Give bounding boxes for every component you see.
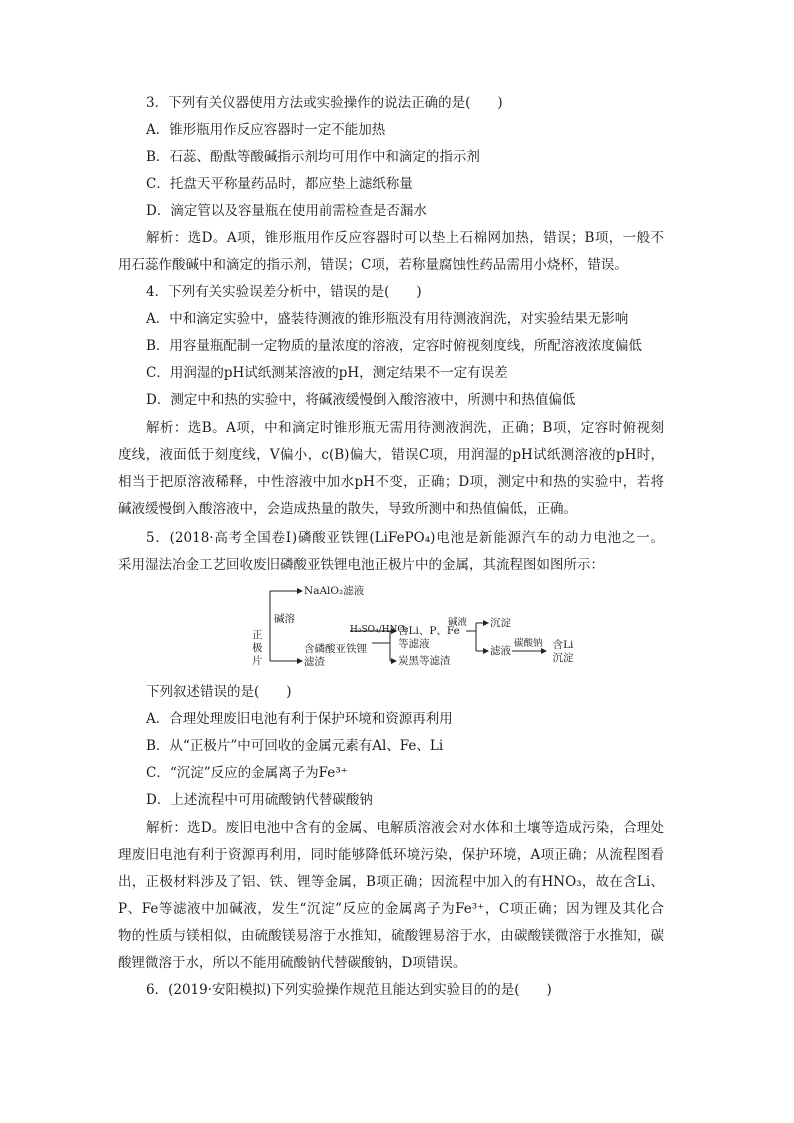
q5-option-c: C．“沉淀”反应的金属离子为Fe³⁺	[146, 765, 348, 781]
q5-analysis-line: 理废旧电池有利于资源再利用，同时能够降低环境污染，保护环境，A项正确；从流程图看	[118, 847, 664, 863]
q4-analysis-line: 相当于把原溶液稀释，中性溶液中加水pH不变，正确；D项，测定中和热的实验中，若将	[118, 474, 664, 490]
q4-option-b: B．用容量瓶配制一定物质的量浓度的溶液，定容时俯视刻度线，所配溶液浓度偏低	[146, 338, 642, 354]
q5-stem-line: 采用湿法冶金工艺回收废旧磷酸亚铁锂电池正极片中的金属，其流程图如图所示：	[118, 557, 604, 573]
q3-stem: 3．下列有关仪器使用方法或实验操作的说法正确的是( )	[146, 95, 503, 111]
q5-analysis-line: 出，正极材料涉及了铝、铁、锂等金属，B项正确；因流程中加入的有HNO₃，故在含Li、	[118, 874, 664, 890]
q3-analysis-line: 用石蕊作酸碱中和滴定的指示剂，错误；C项，若称量腐蚀性药品需用小烧杯，错误。	[118, 257, 628, 273]
q3-option-c: C．托盘天平称量药品时，都应垫上滤纸称量	[146, 176, 413, 192]
flow-residue: 含磷酸亚铁锂滤渣	[304, 643, 367, 668]
q4-analysis-line: 度线，液面低于刻度线，V偏小，c(B)偏大，错误C项，用润湿的pH试纸测溶液的pH时，	[118, 447, 664, 463]
q5-analysis-line: P、Fe等滤液中加碱液，发生“沉淀”反应的金属离子为Fe³⁺，C项正确；因为锂及其化合	[118, 901, 664, 917]
q5-analysis-line: 酸锂微溶于水，所以不能用硫酸钠代替碳酸钠，D项错误。	[118, 955, 467, 971]
q5-stem-line: 5．(2018·高考全国卷Ⅰ)磷酸亚铁锂(LiFePO₄)电池是新能源汽车的动力电池之一。	[146, 530, 664, 546]
flow-filtrate2: 滤液	[490, 645, 511, 657]
flow-filtrate: 含Li、P、Fe等滤液	[398, 625, 460, 650]
q3-analysis-line: 解析：选D。A项，锥形瓶用作反应容器时可以垫上石棉网加热，错误；B项，一般不	[146, 230, 664, 246]
flow-top-product: NaAlO₂滤液	[304, 585, 365, 597]
q4-option-d: D．测定中和热的实验中，将碱液缓慢倒入酸溶液中，所测中和热值偏低	[146, 392, 576, 408]
q5-option-d: D．上述流程中可用硫酸钠代替碳酸钠	[146, 792, 373, 808]
q4-analysis-line: 解析：选B。A项，中和滴定时锥形瓶无需用待测液润洗，正确；B项，定容时俯视刻	[146, 420, 664, 436]
flow-base-label: 碱液	[448, 617, 468, 628]
q3-option-a: A．锥形瓶用作反应容器时一定不能加热	[146, 122, 386, 138]
q5-analysis-line: 物的性质与镁相似，由硫酸镁易溶于水推知，硫酸锂易溶于水，由碳酸镁微溶于水推知，碳	[118, 928, 664, 944]
recycling-flowchart	[250, 583, 580, 673]
q4-option-c: C．用润湿的pH试纸测某溶液的pH，测定结果不一定有误差	[146, 365, 508, 381]
q3-option-b: B．石蕊、酚酞等酸碱指示剂均可用作中和滴定的指示剂	[146, 149, 480, 165]
flow-carbonate-label: 碳酸钠	[514, 638, 543, 649]
q4-option-a: A．中和滴定实验中，盛装待测液的锥形瓶没有用待测液润洗，对实验结果无影响	[146, 311, 629, 327]
flow-alkali-label: 碱溶	[274, 613, 295, 625]
q4-analysis-line: 碱液缓慢倒入酸溶液中，会造成热量的散失，导致所测中和热值偏低，正确。	[118, 501, 577, 517]
flow-precipitate: 沉淀	[490, 617, 511, 629]
flow-carbon: 炭黑等滤渣	[398, 655, 451, 667]
flow-start-label: 正极片	[252, 629, 263, 667]
flow-acid-label: H₂SO₄/HNO₃	[350, 625, 409, 635]
q6-stem: 6．(2019·安阳模拟)下列实验操作规范且能达到实验目的的是( )	[146, 982, 552, 998]
flow-final: 含Li沉淀	[552, 639, 574, 664]
q5-option-a: A．合理处理废旧电池有利于保护环境和资源再利用	[146, 711, 453, 727]
q5-option-b: B．从“正极片”中可回收的金属元素有Al、Fe、Li	[146, 738, 444, 754]
q5-sub-stem: 下列叙述错误的是( )	[146, 684, 292, 700]
q4-stem: 4．下列有关实验误差分析中，错误的是( )	[146, 284, 422, 300]
q5-analysis-line: 解析：选D。废旧电池中含有的金属、电解质溶液会对水体和土壤等造成污染，合理处	[146, 820, 664, 836]
q3-option-d: D．滴定管以及容量瓶在使用前需检查是否漏水	[146, 203, 427, 219]
